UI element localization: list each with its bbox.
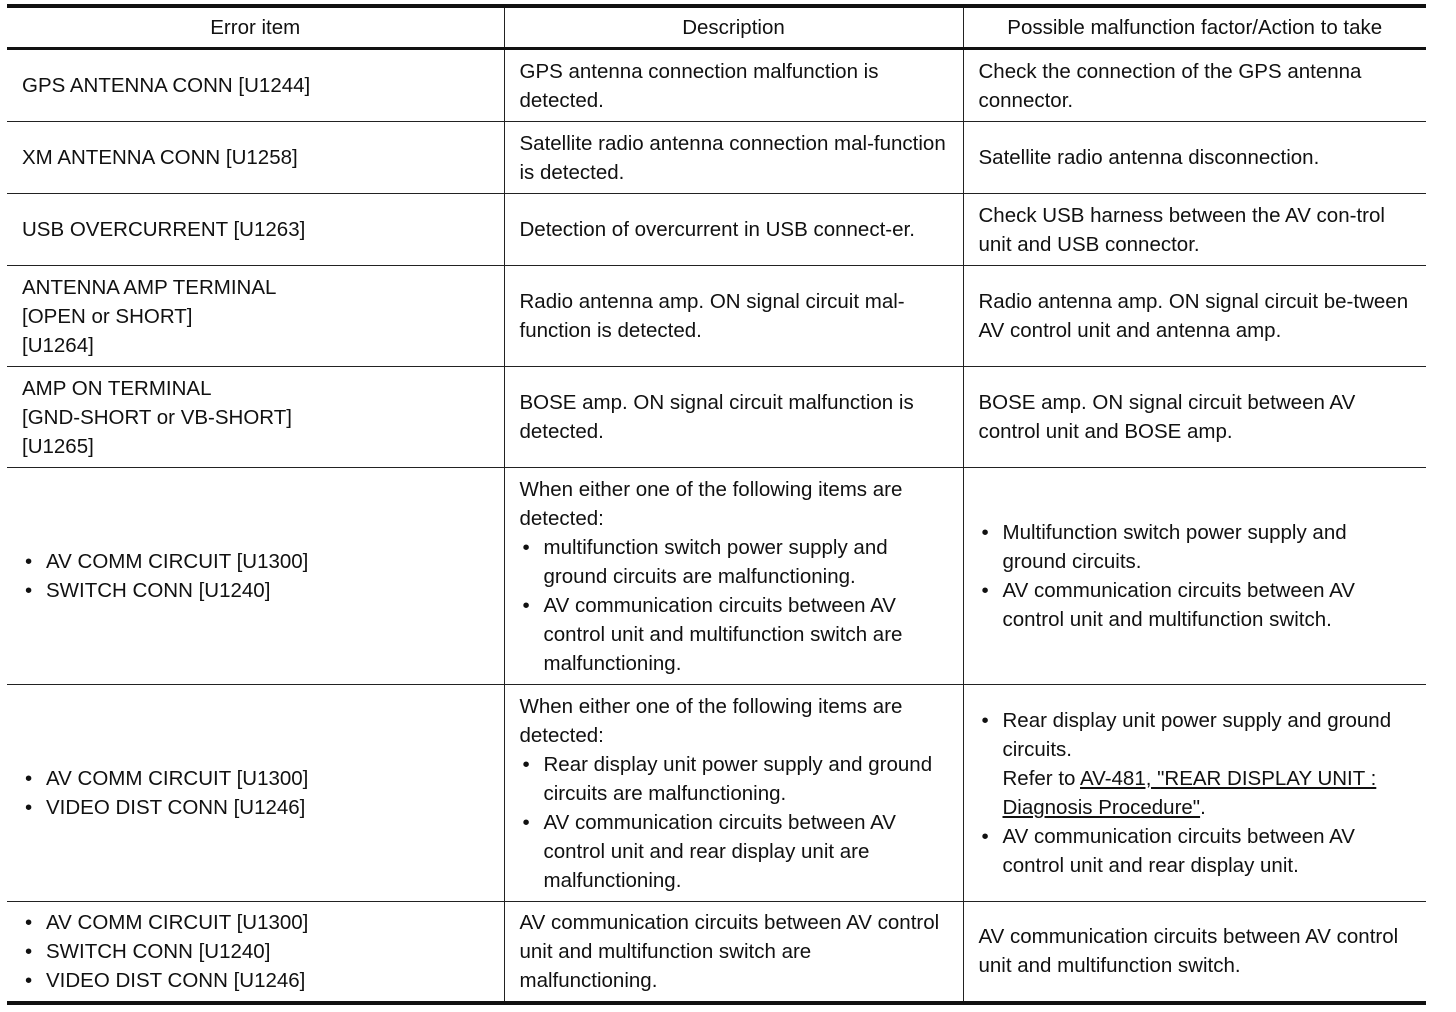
error-item-cell: XM ANTENNA CONN [U1258] [7, 122, 504, 194]
action-list [979, 518, 1413, 634]
header-error-item: Error item [7, 6, 504, 49]
table-header-row [7, 6, 1426, 49]
list-item: • VIDEO DIST CONN [U1246] [22, 966, 490, 995]
error-line: [U1265] [22, 434, 94, 458]
description-cell: Detection of overcurrent in USB connect-er. [504, 194, 963, 266]
table-row [7, 194, 1426, 266]
description-list [520, 533, 949, 678]
list-item: • Multifunction switch power supply and ground circuits. [979, 518, 1413, 576]
error-line: ANTENNA AMP TERMINAL [22, 275, 277, 299]
description-intro: When either one of the following items are detected: [519, 694, 903, 747]
error-item-cell [7, 468, 504, 685]
list-item: • multifunction switch power supply and ground circuits are malfunctioning. [520, 533, 949, 591]
action-cell: BOSE amp. ON signal circuit between AV control unit and BOSE amp. [963, 367, 1426, 468]
diagnosis-table [7, 4, 1426, 1005]
error-item-list [22, 764, 490, 822]
description-list [520, 750, 949, 895]
action-list [979, 706, 1413, 880]
description-cell: Radio antenna amp. ON signal circuit mal-function is detected. [504, 266, 963, 367]
list-item: • AV communication circuits between AV control unit and multifunction switch. [979, 576, 1413, 634]
reference-link[interactable]: AV-481, "REAR DISPLAY UNIT : Diagnosis Procedure" [1002, 767, 1377, 819]
table-row [7, 122, 1426, 194]
description-cell: GPS antenna connection malfunction is detected. [504, 49, 963, 122]
list-item: • AV communication circuits between AV control unit and multifunction switch are malfunctioning. [520, 591, 949, 678]
list-item: • SWITCH CONN [U1240] [22, 576, 490, 605]
error-item-cell: USB OVERCURRENT [U1263] [7, 194, 504, 266]
list-item: • AV COMM CIRCUIT [U1300] [22, 547, 490, 576]
description-cell [504, 468, 963, 685]
description-cell: BOSE amp. ON signal circuit malfunction is detected. [504, 367, 963, 468]
list-item: • SWITCH CONN [U1240] [22, 937, 490, 966]
header-description: Description [504, 6, 963, 49]
list-item: • AV communication circuits between AV control unit and rear display unit are malfunctioning. [520, 808, 949, 895]
action-cell: Check USB harness between the AV con-trol unit and USB connector. [963, 194, 1426, 266]
diagnosis-table-wrapper [7, 4, 1426, 1005]
list-item: • AV communication circuits between AV control unit and rear display unit. [979, 822, 1413, 880]
action-cell [963, 468, 1426, 685]
error-item-cell [7, 902, 504, 1003]
list-item: • AV COMM CIRCUIT [U1300] [22, 764, 490, 793]
list-item: • VIDEO DIST CONN [U1246] [22, 793, 490, 822]
error-item-list [22, 908, 490, 995]
refer-prefix: Refer to [1002, 767, 1080, 790]
error-line: [GND-SHORT or VB-SHORT] [22, 405, 292, 429]
description-cell: Satellite radio antenna connection mal-function is detected. [504, 122, 963, 194]
error-item-cell: GPS ANTENNA CONN [U1244] [7, 49, 504, 122]
action-cell [963, 685, 1426, 902]
table-row [7, 367, 1426, 468]
action-cell: AV communication circuits between AV control unit and multifunction switch. [963, 902, 1426, 1003]
error-item-list [22, 547, 490, 605]
table-row [7, 468, 1426, 685]
error-item-cell [7, 367, 504, 468]
description-cell: AV communication circuits between AV control unit and multifunction switch are malfunctioning. [504, 902, 963, 1003]
action-cell: Check the connection of the GPS antenna connector. [963, 49, 1426, 122]
error-line: AMP ON TERMINAL [22, 376, 212, 400]
description-intro: When either one of the following items are detected: [519, 477, 903, 530]
table-row [7, 685, 1426, 902]
error-line: [U1264] [22, 333, 94, 357]
error-item-cell [7, 685, 504, 902]
list-item: • Rear display unit power supply and ground circuits are malfunctioning. [520, 750, 949, 808]
error-line: [OPEN or SHORT] [22, 304, 193, 328]
action-cell: Satellite radio antenna disconnection. [963, 122, 1426, 194]
list-item: • AV COMM CIRCUIT [U1300] [22, 908, 490, 937]
table-row [7, 902, 1426, 1003]
error-item-cell [7, 266, 504, 367]
action-text: Rear display unit power supply and ground circuits. [1002, 709, 1392, 761]
table-row [7, 266, 1426, 367]
list-item [979, 706, 1413, 822]
description-cell [504, 685, 963, 902]
refer-suffix: . [1200, 796, 1206, 819]
header-action: Possible malfunction factor/Action to take [963, 6, 1426, 49]
table-row [7, 49, 1426, 122]
action-cell: Radio antenna amp. ON signal circuit be-tween AV control unit and antenna amp. [963, 266, 1426, 367]
